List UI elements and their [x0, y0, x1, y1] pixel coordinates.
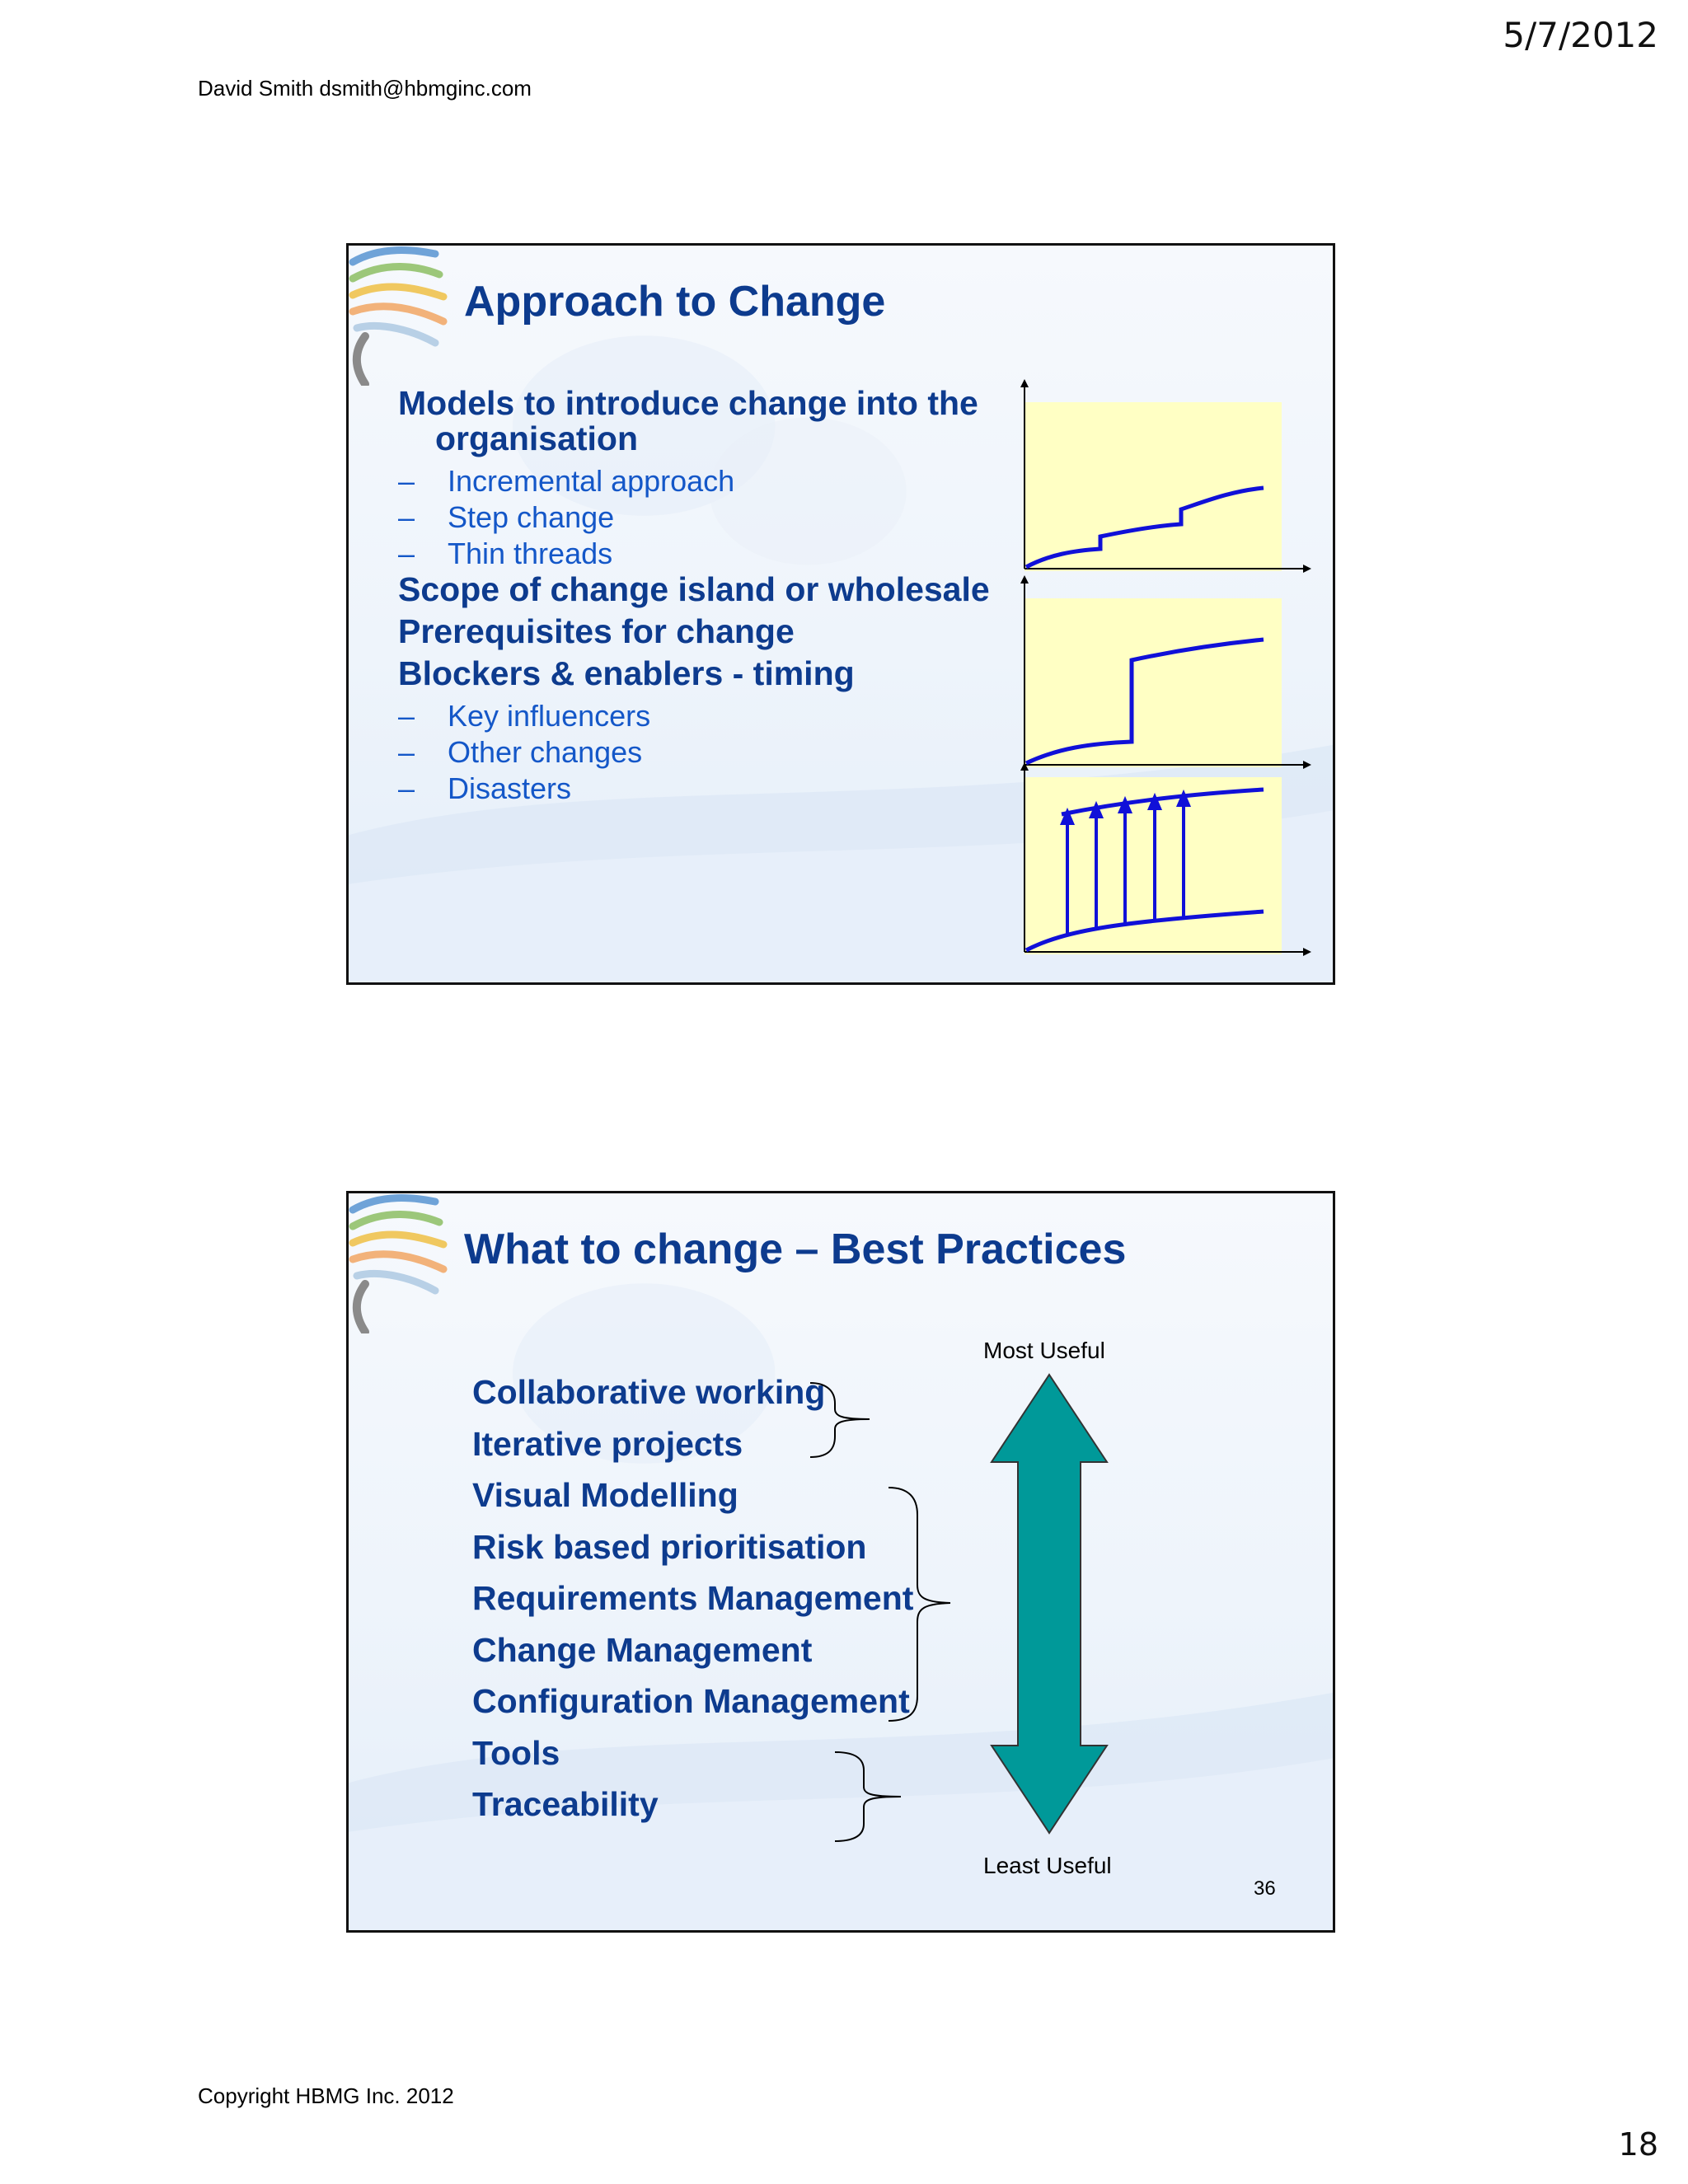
best-practice-item: Tools	[472, 1733, 560, 1772]
dash-icon: –	[398, 771, 415, 805]
sub-bullet-text: Key influencers	[448, 699, 651, 733]
best-practice-item: Risk based prioritisation	[472, 1527, 867, 1566]
slide-approach-to-change	[346, 243, 1335, 985]
grouping-braces	[349, 1193, 1335, 1933]
least-useful-label: Least Useful	[983, 1853, 1112, 1878]
best-practice-item: Change Management	[472, 1630, 813, 1669]
sub-bullet-item	[398, 536, 992, 572]
most-useful-label: Most Useful	[983, 1338, 1105, 1363]
sub-bullet-item	[398, 463, 992, 499]
best-practice-item: Collaborative working	[472, 1373, 826, 1411]
bullet-item: Models to introduce change into the organisation	[398, 384, 978, 457]
sub-bullet-item	[398, 734, 992, 771]
sub-bullet-item	[398, 771, 992, 807]
brace-group-3	[835, 1752, 901, 1841]
best-practice-item: Visual Modelling	[472, 1476, 738, 1514]
chart-incremental-approach	[1008, 377, 1329, 575]
sub-bullet-text: Disasters	[448, 771, 572, 805]
slide-title: What to change – Best Practices	[464, 1226, 1127, 1273]
header-date: 5/7/2012	[1503, 15, 1658, 55]
dash-icon: –	[398, 464, 415, 498]
bullet-item: Prerequisites for change	[398, 612, 795, 650]
dash-icon: –	[398, 500, 415, 534]
header-author: David Smith dsmith@hbmginc.com	[198, 76, 532, 101]
sub-bullet-text: Incremental approach	[448, 464, 735, 498]
bullet-item: Scope of change island or wholesale	[398, 570, 990, 608]
best-practice-item: Requirements Management	[472, 1579, 914, 1617]
slide-best-practices	[346, 1191, 1335, 1933]
chart-step-change	[1008, 574, 1329, 771]
bullet-item: Blockers & enablers - timing	[398, 654, 855, 692]
panel-fill	[1025, 598, 1282, 767]
panel-fill	[1025, 402, 1282, 571]
chart-thin-threads	[1008, 761, 1329, 958]
company-logo-swirl	[349, 246, 464, 386]
page-number: 18	[1618, 2126, 1658, 2163]
sub-bullet-item	[398, 698, 992, 734]
brace-group-1	[810, 1383, 870, 1457]
bullet-list	[398, 386, 992, 807]
brace-group-2	[889, 1488, 950, 1721]
sub-bullet-text: Thin threads	[448, 537, 613, 570]
footer-copyright: Copyright HBMG Inc. 2012	[198, 2083, 454, 2108]
slide-title: Approach to Change	[464, 278, 886, 326]
sub-bullet-text: Step change	[448, 500, 615, 534]
dash-icon: –	[398, 537, 415, 570]
dash-icon: –	[398, 699, 415, 733]
best-practice-item: Configuration Management	[472, 1682, 910, 1720]
sub-bullet-item	[398, 499, 992, 536]
best-practice-item: Traceability	[472, 1785, 659, 1823]
dash-icon: –	[398, 735, 415, 769]
best-practice-item: Iterative projects	[472, 1424, 743, 1463]
sub-bullet-text: Other changes	[448, 735, 643, 769]
slide-number: 36	[1254, 1877, 1276, 1900]
